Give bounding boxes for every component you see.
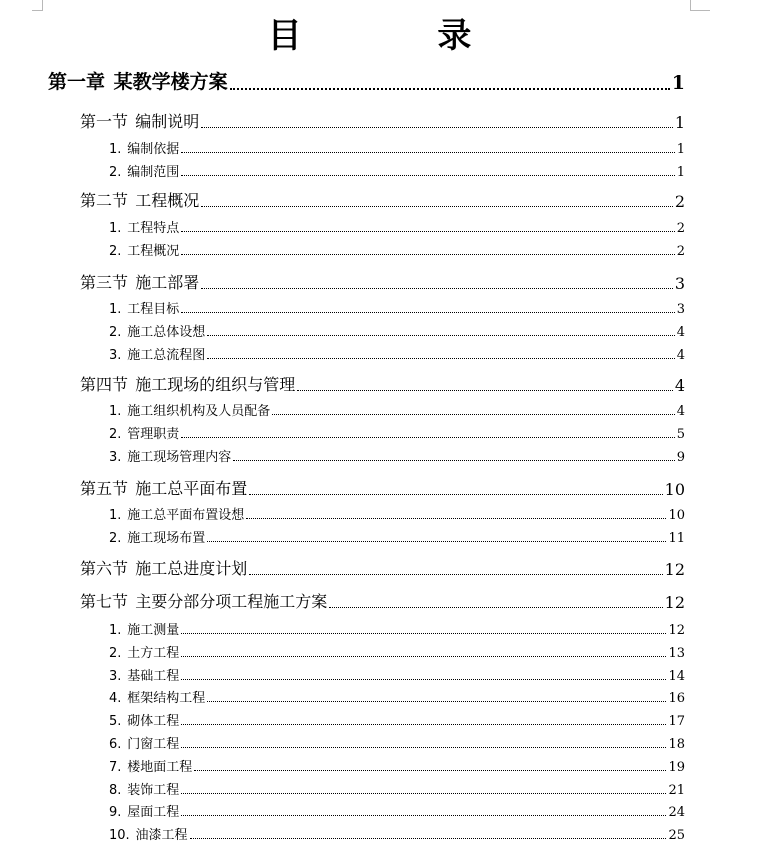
item-number: 5. [109, 714, 122, 730]
dot-leader [207, 358, 674, 359]
toc-page-number: 3 [676, 302, 685, 317]
dot-leader [246, 518, 666, 519]
item-name: 管理职责 [127, 426, 180, 442]
toc-item-title [109, 400, 270, 419]
dot-leader [194, 770, 666, 771]
item-name: 门窗工程 [127, 737, 180, 752]
toc-page-number: 1 [676, 142, 685, 157]
dot-leader [181, 152, 674, 153]
toc-item-entry[interactable] [109, 241, 685, 259]
toc-section-entry[interactable] [80, 373, 685, 395]
item-name: 砌体工程 [127, 714, 180, 730]
toc-item-title [109, 779, 179, 798]
item-name: 施工现场布置 [127, 530, 206, 546]
item-name: 编制范围 [127, 164, 180, 180]
item-name: 框架结构工程 [127, 691, 206, 707]
item-name: 施工总平面布置设想 [127, 508, 245, 523]
toc-title: 目 录 [267, 16, 534, 56]
dot-leader [272, 414, 674, 415]
dot-leader [207, 541, 666, 542]
toc-page-number: 21 [668, 782, 685, 798]
item-number: 2. [109, 324, 122, 340]
toc-page-number: 16 [668, 691, 685, 707]
toc-item-title [109, 161, 179, 180]
toc-item-entry[interactable] [109, 218, 685, 236]
section-label: 第三节 [80, 273, 129, 292]
toc-item-entry[interactable] [109, 401, 685, 419]
toc-page-number: 2 [676, 243, 685, 259]
toc-section-title [80, 109, 199, 132]
dot-leader [181, 679, 666, 680]
section-label: 第六节 [80, 559, 129, 578]
chapter-name: 某教学楼方案 [113, 71, 228, 93]
crop-mark-top-right-v [690, 0, 691, 10]
toc-page-number: 3 [674, 274, 685, 293]
dot-leader [181, 231, 674, 232]
toc-item-title [109, 756, 192, 775]
toc-section-entry[interactable] [80, 189, 685, 211]
toc-page-number: 24 [668, 805, 685, 821]
toc-item-entry[interactable] [109, 139, 685, 157]
item-name: 工程概况 [127, 243, 180, 259]
toc-item-entry[interactable] [109, 620, 685, 638]
toc-item-title [109, 240, 179, 259]
toc-item-entry[interactable] [109, 643, 685, 661]
toc-item-entry[interactable] [109, 424, 685, 442]
toc-item-title [109, 619, 179, 638]
dot-leader [181, 747, 666, 748]
dot-leader [181, 815, 666, 816]
toc-item-title [109, 217, 179, 236]
toc-section-title [80, 270, 199, 293]
toc-page-number: 19 [668, 759, 685, 775]
toc-item-title [109, 824, 188, 843]
item-name: 施工总流程图 [127, 347, 206, 363]
toc-item-entry[interactable] [109, 757, 685, 775]
dot-leader [297, 390, 673, 391]
item-number: 2. [109, 243, 122, 259]
toc-item-entry[interactable] [109, 802, 685, 820]
toc-item-entry[interactable] [109, 345, 685, 363]
toc-item-entry[interactable] [109, 825, 685, 843]
item-name: 施工现场管理内容 [127, 449, 232, 465]
section-label: 第七节 [80, 592, 129, 611]
dot-leader [181, 254, 674, 255]
dot-leader [207, 701, 666, 702]
toc-page-number: 12 [664, 560, 685, 579]
toc-item-title [109, 504, 244, 523]
item-name: 楼地面工程 [127, 759, 193, 775]
toc-section-entry[interactable] [80, 110, 685, 132]
toc-section-title [80, 372, 295, 395]
toc-page-number: 13 [668, 645, 685, 661]
item-number: 3. [109, 449, 122, 465]
toc-item-title [109, 527, 205, 546]
dot-leader [181, 633, 666, 634]
section-label: 第一节 [80, 112, 129, 131]
toc-page-number: 10 [664, 480, 685, 499]
toc-page-number: 14 [668, 668, 685, 684]
toc-page-number: 4 [676, 404, 685, 419]
crop-mark-top-left-v [42, 0, 43, 10]
toc-page-number: 11 [668, 530, 685, 546]
dot-leader [181, 175, 674, 176]
toc-page-number: 18 [668, 737, 685, 752]
section-name: 施工部署 [135, 273, 200, 292]
toc-item-title [109, 298, 179, 317]
item-number: 3. [109, 347, 122, 363]
toc-page-number: 4 [676, 324, 685, 340]
toc-chapter-entry[interactable] [48, 68, 685, 94]
section-name: 主要分部分项工程施工方案 [135, 592, 328, 611]
toc-section-entry[interactable] [80, 557, 685, 579]
toc-page-number: 17 [668, 714, 685, 730]
item-name: 工程特点 [127, 221, 180, 236]
item-name: 施工总体设想 [127, 324, 206, 340]
dot-leader [181, 656, 666, 657]
toc-page-number: 1 [671, 72, 685, 94]
item-number: 2. [109, 645, 122, 661]
toc-section-entry[interactable] [80, 477, 685, 499]
toc-item-title [109, 801, 179, 820]
item-number: 2. [109, 530, 122, 546]
toc-item-title [109, 710, 179, 729]
section-name: 施工现场的组织与管理 [135, 375, 296, 394]
section-label: 第二节 [80, 191, 129, 210]
toc-item-entry[interactable] [109, 688, 685, 706]
toc-page-number: 2 [676, 221, 685, 236]
toc-page-number: 5 [676, 426, 685, 442]
toc-section-title [80, 188, 199, 211]
toc-section-title [80, 476, 247, 499]
toc-item-title [109, 642, 179, 661]
item-name: 基础工程 [127, 668, 180, 684]
toc-item-title [109, 423, 179, 442]
toc-item-title [109, 344, 205, 363]
toc-item-title [109, 446, 231, 465]
toc-item-entry[interactable] [109, 299, 685, 317]
section-label: 第四节 [80, 375, 129, 394]
toc-item-entry[interactable] [109, 734, 685, 752]
item-name: 油漆工程 [135, 828, 188, 844]
section-name: 工程概况 [135, 191, 200, 210]
toc-item-entry[interactable] [109, 322, 685, 340]
item-number: 10. [109, 828, 130, 844]
toc-item-entry[interactable] [109, 711, 685, 729]
dot-leader [201, 288, 673, 289]
toc-page-number: 4 [676, 347, 685, 363]
toc-item-entry[interactable] [109, 666, 685, 684]
toc-item-entry[interactable] [109, 447, 685, 465]
dot-leader [201, 127, 673, 128]
section-name: 编制说明 [135, 112, 200, 131]
item-number: 3. [109, 668, 122, 684]
dot-leader [207, 335, 674, 336]
toc-page-number: 12 [668, 623, 685, 638]
item-name: 施工组织机构及人员配备 [127, 404, 271, 419]
toc-section-entry[interactable] [80, 590, 685, 612]
item-number: 1. [109, 221, 122, 236]
dot-leader [181, 312, 674, 313]
item-name: 编制依据 [127, 142, 180, 157]
toc-item-title [109, 321, 205, 340]
item-number: 1. [109, 302, 122, 317]
toc-item-title [109, 665, 179, 684]
item-number: 2. [109, 426, 122, 442]
item-number: 1. [109, 404, 122, 419]
item-number: 6. [109, 737, 122, 752]
dot-leader [181, 724, 666, 725]
item-number: 9. [109, 805, 122, 821]
crop-mark-top-left-h [32, 10, 43, 11]
toc-item-entry[interactable] [109, 162, 685, 180]
toc-item-entry[interactable] [109, 780, 685, 798]
toc-page-number: 12 [664, 593, 685, 612]
toc-section-title [80, 556, 247, 579]
item-name: 装饰工程 [127, 782, 180, 798]
toc-page-number: 4 [674, 376, 685, 395]
dot-leader [181, 793, 666, 794]
crop-mark-top-right-h [690, 10, 710, 11]
item-name: 屋面工程 [127, 805, 180, 821]
dot-leader [201, 206, 673, 207]
toc-page-number: 2 [674, 192, 685, 211]
item-name: 土方工程 [127, 645, 180, 661]
chapter-label: 第一章 [48, 71, 106, 93]
dot-leader [230, 88, 670, 90]
item-number: 1. [109, 508, 122, 523]
toc-item-title [109, 733, 179, 752]
toc-item-title [109, 138, 179, 157]
item-number: 2. [109, 164, 122, 180]
item-number: 7. [109, 759, 122, 775]
item-number: 8. [109, 782, 122, 798]
toc-chapter-title [48, 67, 228, 94]
item-name: 工程目标 [127, 302, 180, 317]
item-name: 施工测量 [127, 623, 180, 638]
toc-section-title [80, 589, 327, 612]
dot-leader [249, 494, 662, 495]
section-name: 施工总进度计划 [135, 559, 248, 578]
item-number: 1. [109, 623, 122, 638]
dot-leader [329, 607, 662, 608]
section-name: 施工总平面布置 [135, 479, 248, 498]
toc-section-entry[interactable] [80, 271, 685, 293]
section-label: 第五节 [80, 479, 129, 498]
toc-item-title [109, 687, 205, 706]
dot-leader [249, 574, 662, 575]
dot-leader [190, 838, 667, 839]
toc-page-number: 1 [674, 113, 685, 132]
toc-page-number: 10 [668, 508, 685, 523]
item-number: 1. [109, 142, 122, 157]
item-number: 4. [109, 691, 122, 707]
toc-item-entry[interactable] [109, 528, 685, 546]
dot-leader [181, 437, 674, 438]
toc-page-number: 1 [676, 164, 685, 180]
toc-page-number: 25 [668, 828, 685, 844]
dot-leader [233, 460, 674, 461]
toc-item-entry[interactable] [109, 505, 685, 523]
toc-page-number: 9 [676, 449, 685, 465]
